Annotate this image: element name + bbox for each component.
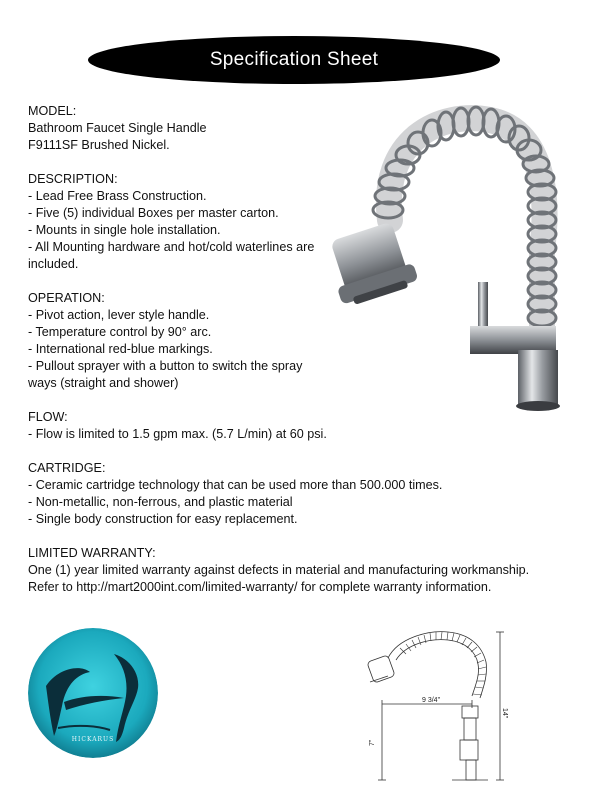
title-banner	[88, 36, 500, 84]
section-heading: FLOW:	[28, 410, 68, 424]
brand-logo	[28, 628, 158, 758]
section-heading: MODEL:	[28, 104, 77, 118]
spec-line: - Pullout sprayer with a button to switch the spray ways (straight and shower)	[28, 359, 303, 390]
base-dimension-label: 7"	[369, 739, 376, 746]
spec-line: - Single body construction for easy replacement.	[28, 512, 298, 526]
section-heading: OPERATION:	[28, 291, 105, 305]
spec-line: - Five (5) individual Boxes per master carton.	[28, 206, 279, 220]
section-heading: LIMITED WARRANTY:	[28, 546, 156, 560]
width-dimension-label: 9 3/4"	[422, 697, 441, 704]
spec-line: - Ceramic cartridge technology that can be used more than 500.000 times.	[28, 478, 443, 492]
spec-line: - Flow is limited to 1.5 gpm max. (5.7 L/min) at 60 psi.	[28, 427, 327, 441]
spec-line: - Non-metallic, non-ferrous, and plastic material	[28, 495, 293, 509]
page-title: Specification Sheet	[209, 49, 379, 70]
spec-line: - Temperature control by 90° arc.	[28, 325, 212, 339]
cartridge-section	[28, 460, 573, 528]
spec-line: - Pivot action, lever style handle.	[28, 308, 210, 322]
spec-line: Refer to http://mart2000int.com/limited-warranty/ for complete warranty information.	[28, 580, 492, 594]
logo-caption: HICKARUS	[71, 736, 115, 743]
warranty-section	[28, 545, 573, 596]
dimension-drawing	[348, 622, 520, 792]
spec-line: - All Mounting hardware and hot/cold waterlines are included.	[28, 240, 315, 271]
faucet-photo	[320, 100, 580, 420]
section-heading: CARTRIDGE:	[28, 461, 106, 475]
spec-line: - Lead Free Brass Construction.	[28, 189, 207, 203]
height-dimension-label: 14"	[501, 708, 508, 719]
spec-line: - Mounts in single hole installation.	[28, 223, 221, 237]
spec-line: One (1) year limited warranty against defects in material and manufacturing workmanship.	[28, 563, 530, 577]
spec-line: Bathroom Faucet Single Handle	[28, 121, 207, 135]
spec-line: F9111SF Brushed Nickel.	[28, 138, 170, 152]
spec-line: - International red-blue markings.	[28, 342, 213, 356]
section-heading: DESCRIPTION:	[28, 172, 118, 186]
